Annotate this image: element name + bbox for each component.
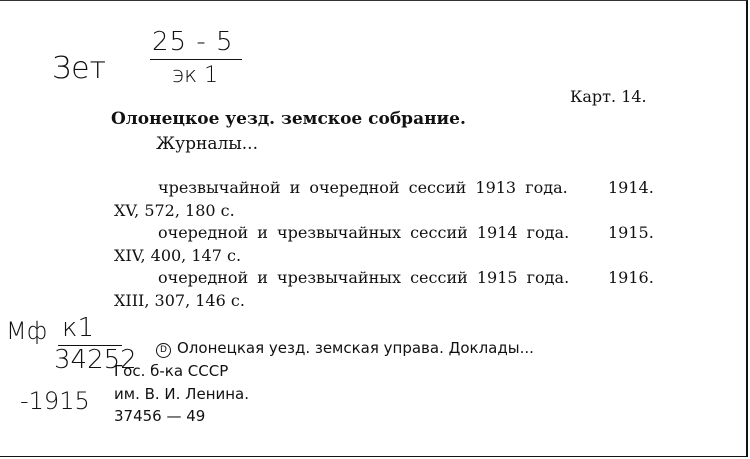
handwritten-mf-number: 34252 [54, 345, 137, 375]
handwritten-mf-series: к1 [62, 313, 94, 343]
cross-reference-marker: D [156, 343, 171, 358]
card-number: Карт. 14. [570, 87, 647, 106]
entry-2-description: очередной и чрезвычайных сессий 1914 года. [158, 223, 570, 242]
handwritten-fraction-line [150, 59, 242, 60]
entry-1-year: 1914. [608, 178, 654, 197]
handwritten-mf-label: Мф [6, 317, 48, 345]
handwritten-shelf-top: 25 - 5 [152, 27, 234, 57]
library-line-1: Гос. б-ка СССР [114, 362, 229, 380]
entry-2-extent: XIV, 400, 147 с. [114, 246, 242, 265]
entry-3-description: очередной и чрезвычайных сессий 1915 года. [158, 268, 570, 287]
entry-2-year: 1915. [608, 223, 654, 242]
handwritten-fund-prefix: Зет [52, 51, 107, 86]
library-line-2: им. В. И. Ленина. [114, 385, 250, 403]
library-code: 37456 — 49 [114, 407, 206, 425]
handwritten-mf-year: -1915 [20, 387, 90, 415]
heading-title: Журналы... [156, 134, 258, 154]
entry-1-extent: XV, 572, 180 с. [114, 201, 235, 220]
handwritten-shelf-bottom: эк 1 [172, 63, 219, 88]
heading-author: Олонецкое уезд. земское собрание. [111, 109, 466, 129]
entry-3-year: 1916. [608, 268, 654, 287]
cross-reference [156, 338, 534, 358]
entry-1-description: чрезвычайной и очередной сессий 1913 года. [158, 178, 568, 197]
cross-reference-text: Олонецкая уезд. земская управа. Доклады... [177, 339, 534, 357]
entry-3-extent: XIII, 307, 146 с. [114, 291, 245, 310]
